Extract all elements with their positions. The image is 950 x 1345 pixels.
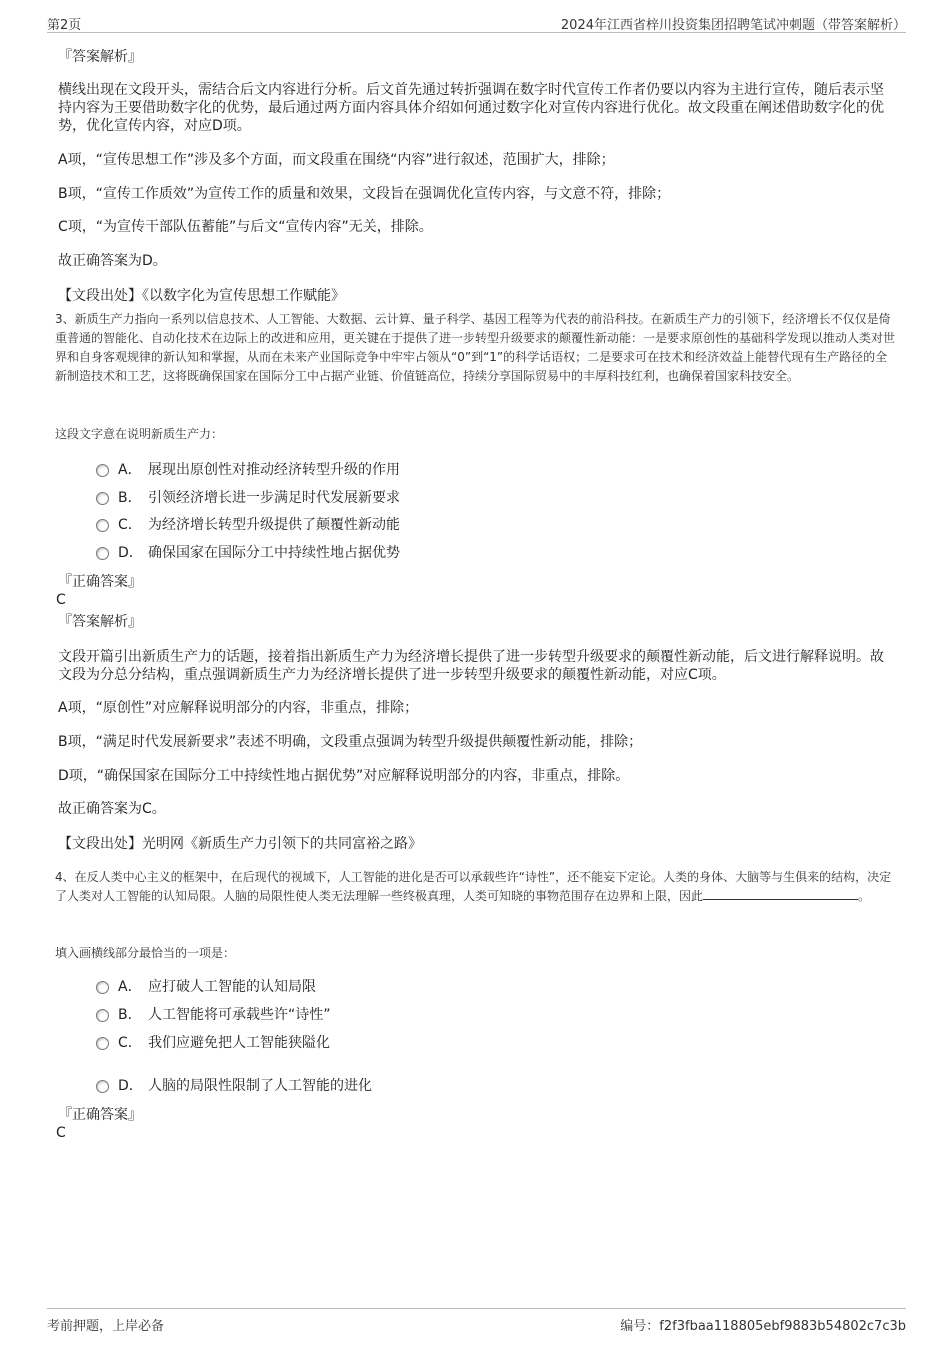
q2-analysis-a: A项，“宣传思想工作”涉及多个方面，而文段重在围绕“内容”进行叙述，范围扩大，排除；: [58, 152, 615, 168]
q4-correct-answer: C: [56, 1125, 66, 1141]
q2-analysis-c: C项，“为宣传干部队伍蓄能”与后文“宣传内容”无关，排除。: [58, 219, 433, 235]
option-letter: A．: [118, 462, 142, 478]
q4-question-body: 4、在反人类中心主义的框架中，在后现代的视域下，人工智能的进化是否可以承载些许“诗性”，还不能妄下定论。人类的身体、大脑等与生俱来的结构，决定了人类对人工智能的认知局限。人脑的局限性使人类无法理解一些终极真理，人类可知晓的事物范围存在边界和上限，因此: [55, 870, 892, 903]
page-number: 第2页: [47, 18, 82, 33]
correct-answer-label: 『正确答案』: [58, 574, 142, 590]
q3-question-text: 3、新质生产力指向一系列以信息技术、人工智能、大数据、云计算、量子科学、基因工程等为代表的前沿科技。在新质生产力的引领下，经济增长不仅仅是倚重普通的智能化、自动化技术在边际上的改进和应用，更关键在于提供了进一步转型升级要求的颠覆性新动能：一是要求原创性的基础科学发现以推动人类对世界和自身客观规律的新认知和掌握，从而在未来产业国际竞争中牢牢占领从“0”到“1”的科学话语权；二是要求可在技术和经济效益上能替代现有生产路径的全新制造技术和工艺，这将既确保国家在国际分工中占据产业链、价值链高位，持续分享国际贸易中的丰厚科技红利，也确保着国家科技安全。: [55, 312, 896, 383]
analysis-label: 『答案解析』: [58, 614, 142, 630]
document-code: 编号：f2f3fbaa118805ebf9883b54802c7c3b: [620, 1319, 906, 1334]
q3-conclusion: 故正确答案为C。: [58, 801, 166, 817]
fill-in-blank: [703, 887, 858, 900]
radio-button-icon[interactable]: [96, 1009, 109, 1022]
radio-button-icon[interactable]: [96, 547, 109, 560]
radio-button-icon[interactable]: [96, 464, 109, 477]
q3-analysis-b: B项，“满足时代发展新要求”表述不明确，文段重点强调为转型升级提供颠覆性新动能，排除；: [58, 734, 643, 750]
option-letter: B．: [118, 490, 142, 506]
q3-source: 【文段出处】光明网《新质生产力引领下的共同富裕之路》: [58, 836, 422, 852]
q2-conclusion: 故正确答案为D。: [58, 253, 167, 269]
correct-answer-label: 『正确答案』: [58, 1107, 142, 1123]
option-text: 引领经济增长进一步满足时代发展新要求: [148, 490, 400, 506]
radio-button-icon[interactable]: [96, 1037, 109, 1050]
q3-correct-answer: C: [56, 592, 66, 608]
radio-button-icon[interactable]: [96, 981, 109, 994]
q2-analysis-b: B项，“宣传工作质效”为宣传工作的质量和效果，文段旨在强调优化宣传内容，与文意不符，排除；: [58, 186, 671, 202]
page-footer: [47, 1308, 906, 1335]
q3-analysis-a: A项，“原创性”对应解释说明部分的内容，非重点，排除；: [58, 700, 419, 716]
option-letter: C．: [118, 1035, 142, 1051]
radio-button-icon[interactable]: [96, 492, 109, 505]
analysis-label: 『答案解析』: [58, 49, 142, 65]
footer-slogan: 考前押题，上岸必备: [47, 1319, 165, 1334]
page-header: [47, 12, 906, 33]
q2-source: 【文段出处】《以数字化为宣传思想工作赋能》: [58, 288, 345, 304]
q3-analysis: 文段开篇引出新质生产力的话题，接着指出新质生产力为经济增长提供了进一步转型升级要求的颠覆性新动能，后文进行解释说明。故文段为分总分结构，重点强调新质生产力为经济增长提供了进一步转型升级要求的颠覆性新动能，对应C项。: [58, 649, 884, 683]
q4-prompt: 填入画横线部分最恰当的一项是：: [55, 946, 236, 960]
radio-button-icon[interactable]: [96, 519, 109, 532]
option-letter: D．: [118, 1078, 143, 1094]
option-text: 确保国家在国际分工中持续性地占据优势: [148, 545, 400, 561]
option-letter: C．: [118, 517, 142, 533]
q4-question-text: [55, 868, 897, 906]
option-text: 展现出原创性对推动经济转型升级的作用: [148, 462, 400, 478]
document-title: 2024年江西省梓川投资集团招聘笔试冲刺题（带答案解析）: [560, 18, 906, 33]
radio-button-icon[interactable]: [96, 1080, 109, 1093]
option-text: 人工智能将可承载些许“诗性”: [148, 1007, 331, 1023]
q4-question-end: 。: [858, 889, 871, 903]
q2-analysis: 横线出现在文段开头，需结合后文内容进行分析。后文首先通过转折强调在数字时代宣传工作者仍要以内容为主进行宣传，随后表示坚持内容为王要借助数字化的优势，最后通过两方面内容具体介绍如何通过数字化对宣传内容进行优化。故文段重在阐述借助数字化的优势，优化宣传内容，对应D项。: [58, 82, 884, 134]
q3-analysis-d: D项，“确保国家在国际分工中持续性地占据优势”对应解释说明部分的内容，非重点，排除。: [58, 768, 630, 784]
option-letter: A．: [118, 979, 142, 995]
option-letter: D．: [118, 545, 143, 561]
option-text: 人脑的局限性限制了人工智能的进化: [148, 1078, 372, 1094]
option-text: 为经济增长转型升级提供了颠覆性新动能: [148, 517, 400, 533]
option-text: 我们应避免把人工智能狭隘化: [148, 1035, 330, 1051]
option-letter: B．: [118, 1007, 142, 1023]
option-text: 应打破人工智能的认知局限: [148, 979, 316, 995]
q3-prompt: 这段文字意在说明新质生产力：: [55, 427, 224, 441]
